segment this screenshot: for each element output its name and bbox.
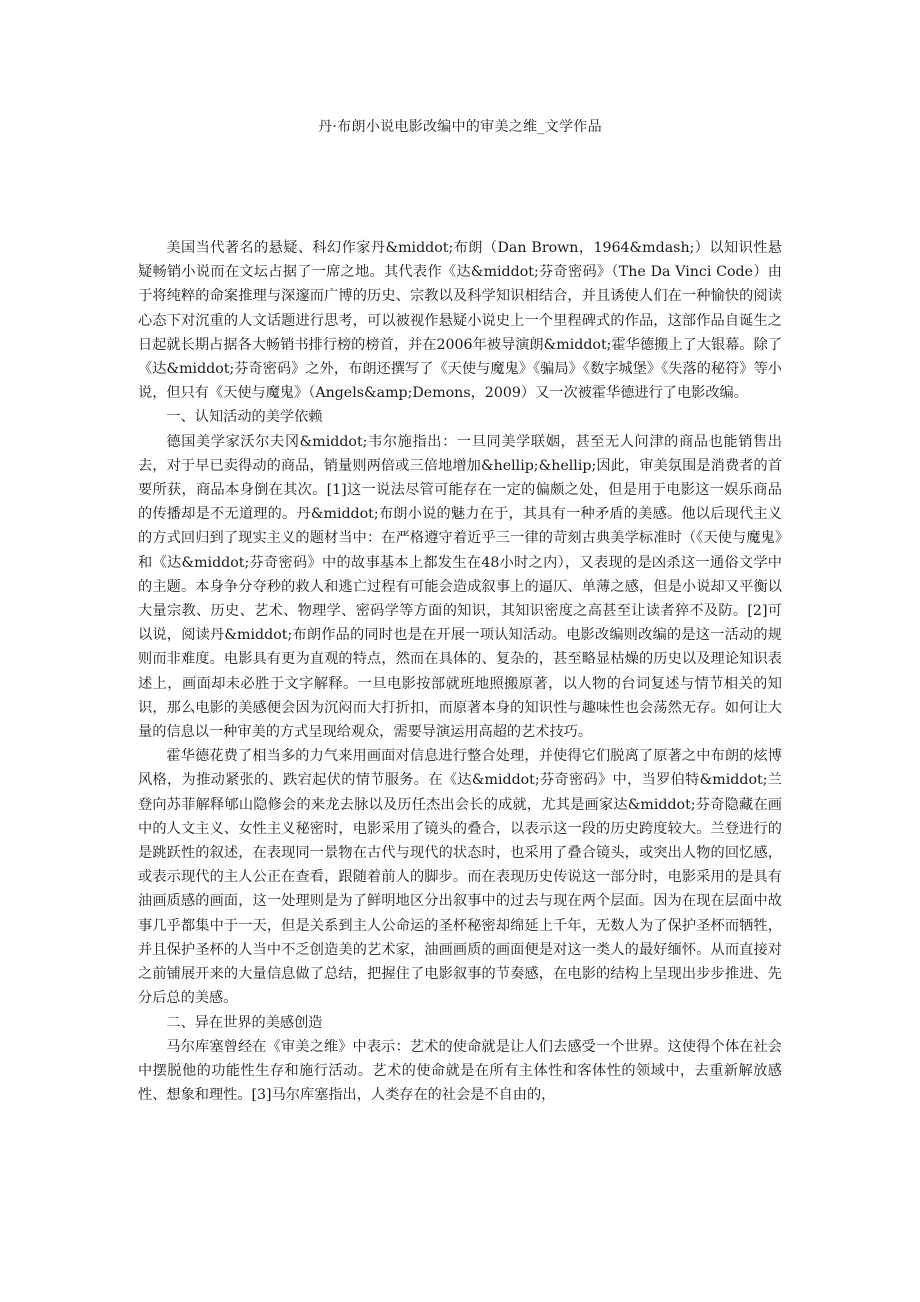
paragraph-cognition: 德国美学家沃尔夫冈&middot;韦尔施指出：一旦同美学联姻，甚至无人问津的商品也能销售出去，对于早已卖得动的商品，销量则两倍或三倍地增加&hellip;&hellip;因此，审美氛围是消费者的首要所获，商品本身倒在其次。[1]这一说法尽管可能存在一定的偏颇之处，但是用于电影这一娱乐商品的传播却是不无道理的。丹&middot;布朗小说的魅力在于，其具有一种矛盾的美感。他以后现代主义的方式回归到了现实主义的题材当中：在严格遵守着近乎三一律的苛刻古典美学标准时（《天使与魔鬼》和《达&middot;芬奇密码》中的故事基本上都发生在48小时之内），又表现的是凶杀这一通俗文学中的主题。本身争分夺秒的救人和逃亡过程有可能会造成叙事上的逼仄、单薄之感，但是小说却又平衡以大量宗教、历史、艺术、物理学、密码学等方面的知识，其知识密度之高甚至让读者猝不及防。[2]可以说，阅读丹&middot;布朗作品的同时也是在开展一项认知活动。电影改编则改编的是这一活动的规则而非难度。电影具有更为直观的特点，然而在具体的、复杂的，甚至略显枯燥的历史以及理论知识表述上，画面却未必胜于文字解释。一旦电影按部就班地照搬原著，以人物的台词复述与情节相关的知识，那么电影的美感便会因为沉闷而大打折扣，而原著本身的知识性与趣味性也会荡然无存。如何让大量的信息以一种审美的方式呈现给观众，需要导演运用高超的艺术技巧。 [138,433,782,741]
section-heading-2: 二、异在世界的美感创造 [166,1014,323,1031]
document-body [138,236,782,1107]
paragraph-howard: 霍华德花费了相当多的力气来用画面对信息进行整合处理，并使得它们脱离了原著之中布朗的炫博风格，为推动紧张的、跌宕起伏的情节服务。在《达&middot;芬奇密码》中，当罗伯特&middot;兰登向苏菲解释郇山隐修会的来龙去脉以及历任杰出会长的成就，尤其是画家达&middot;芬奇隐藏在画中的人文主义、女性主义秘密时，电影采用了镜头的叠合，以表示这一段的历史跨度较大。兰登进行的是跳跃性的叙述，在表现同一景物在古代与现代的状态时，也采用了叠合镜头，或突出人物的回忆感，或表示现代的主人公正在查看，跟随着前人的脚步。而在表现历史传说这一部分时，电影采用的是具有油画质感的画面，这一处理则是为了鲜明地区分出叙事中的过去与现在两个层面。因为在现在层面中故事几乎都集中于一天，但是关系到主人公命运的圣杯秘密却绵延上千年，无数人为了保护圣杯而牺牲，并且保护圣杯的人当中不乏创造美的艺术家，油画画质的画面便是对这一类人的最好缅怀。从而直接对之前铺展开来的大量信息做了总结，把握住了电影叙事的节奏感，在电影的结构上呈现出步步推进、先分后总的美感。 [138,748,782,1007]
section-heading-1: 一、认知活动的美学依赖 [166,409,323,426]
paragraph-intro: 美国当代著名的悬疑、科幻作家丹&middot;布朗（Dan Brown，1964&mdash;）以知识性悬疑畅销小说而在文坛占据了一席之地。其代表作《达&middot;芬奇密码》（The Da Vinci Code）由于将纯粹的命案推理与深邃而广博的历史、宗教以及科学知识相结合，并且诱使人们在一种愉快的阅读心态下对沉重的人文话题进行思考，可以被视作悬疑小说史上一个里程碑式的作品，这部作品自诞生之日起就长期占据各大畅销书排行榜的榜首，并在2006年被导演朗&middot;霍华德搬上了大银幕。除了《达&middot;芬奇密码》之外，布朗还撰写了《天使与魔鬼》《骗局》《数字城堡》《失落的秘符》等小说，但只有《天使与魔鬼》（Angels&amp;Demons，2009）又一次被霍华德进行了电影改编。 [138,240,782,402]
document-title: 丹·布朗小说电影改编中的审美之维_文学作品 [318,119,602,135]
paragraph-marcuse: 马尔库塞曾经在《审美之维》中表示：艺术的使命就是让人们去感受一个世界。这使得个体在社会中摆脱他的功能性生存和施行活动。艺术的使命就是在所有主体性和客体性的领域中，去重新解放感性、想象和理性。[3]马尔库塞指出，人类存在的社会是不自由的， [138,1038,782,1104]
